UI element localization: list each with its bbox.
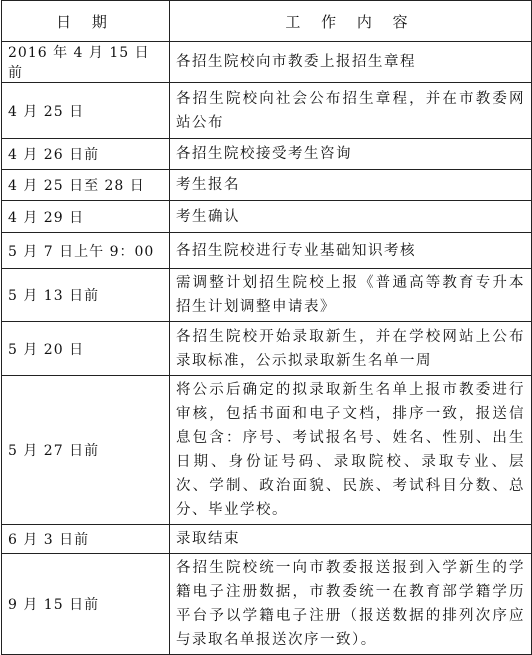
table-row — [2, 525, 532, 554]
row-work: 各招生院校向社会公布招生章程，并在市教委网站公布 — [170, 83, 532, 139]
row-date: 4 月 25 日至 28 日 — [2, 170, 170, 201]
table-row — [2, 233, 532, 269]
table-row — [2, 376, 532, 525]
row-work: 考生报名 — [170, 170, 532, 201]
row-work: 录取结束 — [170, 525, 532, 554]
row-work: 将公示后确定的拟录取新生名单上报市教委进行审核，包括书面和电子文档，排序一致，报送信息包含：序号、考试报名号、姓名、性别、出生日期、身份证号码、录取院校、录取专业、层次、学制、政治面貌、民族、考试科目分数、总分、毕业学校。 — [170, 376, 532, 525]
row-work: 需调整计划招生院校上报《普通高等教育专升本招生计划调整申请表》 — [170, 269, 532, 322]
row-work: 各招生院校开始录取新生，并在学校网站上公布录取标准，公示拟录取新生名单一周 — [170, 322, 532, 376]
table-row — [2, 42, 532, 83]
row-work: 考生确认 — [170, 201, 532, 233]
row-work: 各招生院校向市教委上报招生章程 — [170, 42, 532, 83]
row-work: 各招生院校进行专业基础知识考核 — [170, 233, 532, 269]
table-row — [2, 554, 532, 655]
header-date: 日 期 — [2, 1, 170, 42]
row-work: 各招生院校统一向市教委报送报到入学新生的学籍电子注册数据，市教委统一在教育部学籍学历平台予以学籍电子注册（报送数据的排列次序应与录取名单报送次序一致）。 — [170, 554, 532, 655]
row-date: 5 月 13 日前 — [2, 269, 170, 322]
row-date: 4 月 25 日 — [2, 83, 170, 139]
admission-schedule-table — [1, 0, 532, 655]
table-row — [2, 201, 532, 233]
row-date: 4 月 29 日 — [2, 201, 170, 233]
table-header-row — [2, 1, 532, 42]
row-date: 9 月 15 日前 — [2, 554, 170, 655]
table-row — [2, 83, 532, 139]
table-row — [2, 322, 532, 376]
row-date: 4 月 26 日前 — [2, 139, 170, 170]
header-work-content: 工 作 内 容 — [170, 1, 532, 42]
row-date: 2016 年 4 月 15 日前 — [2, 42, 170, 83]
row-work: 各招生院校接受考生咨询 — [170, 139, 532, 170]
table-row — [2, 139, 532, 170]
table-row — [2, 269, 532, 322]
row-date: 5 月 20 日 — [2, 322, 170, 376]
row-date: 5 月 27 日前 — [2, 376, 170, 525]
row-date: 6 月 3 日前 — [2, 525, 170, 554]
table-row — [2, 170, 532, 201]
row-date: 5 月 7 日上午 9：00 — [2, 233, 170, 269]
